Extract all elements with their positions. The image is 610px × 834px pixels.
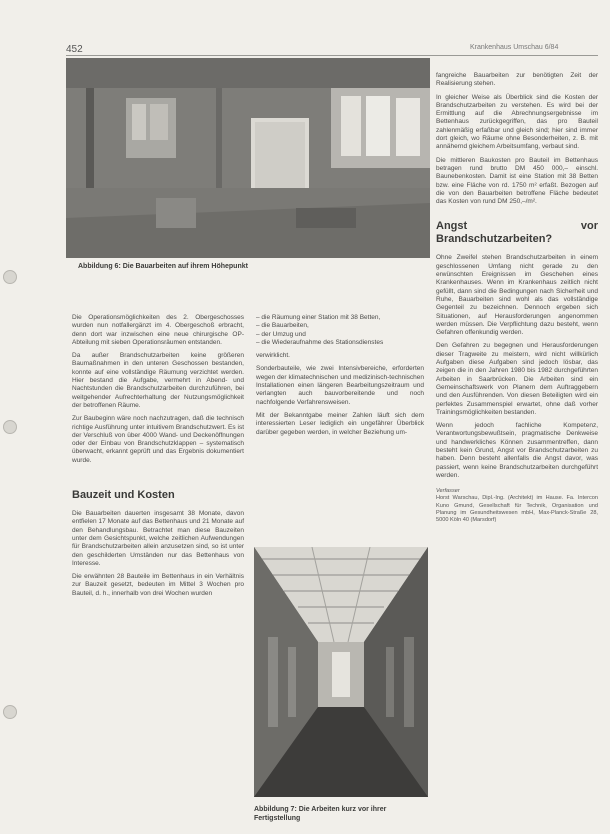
middle-paragraph: Mit der Bekanntgabe meiner Zahlen läuft sich dem interessierten Leser lediglich ein ungefährer Überblick darüber gegeben werden, in welcher Beziehung um- [256, 411, 424, 436]
author-note [436, 488, 598, 524]
punch-hole-bottom [3, 705, 17, 719]
bullet-tail: verwirklicht. [256, 352, 290, 360]
bullet-item: – die Bauarbeiten, [256, 322, 309, 330]
bullet-item: – der Umzug und [256, 330, 306, 338]
header-rule [66, 55, 598, 56]
running-title: Krankenhaus Umschau 6/84 [470, 44, 559, 51]
left-paragraph: Zur Baubeginn wäre noch nachzutragen, daß die technisch richtige Ausführung unter intuitivem Brandschutzwert. Es ist der Verschluß von über 4000 Wand- und Deckenöffnungen oder der Einbau von Brandschutzklappen – systematisch überwacht, erkannt geprüft und das Ergebnis dokumentiert wurde. [72, 415, 244, 464]
left-column [72, 314, 244, 603]
right-column [436, 72, 598, 524]
punch-hole-top [3, 270, 17, 284]
right-paragraph: In gleicher Weise als Überblick sind die Kosten der Brandschutzarbeiten zu verstehen. Es wird bei der Ermittlung auf die Abrechnungsergebnisse im Bettenhaus zurückgegriffen, das pro Bauteil zahlenmäßig erfaßbar und gleich sind; hier sind immer dort gleich, wo Räume ohne Besonderheiten, z. B. mit annähernd gleichem Arbeitsumfang, verbaut sind. [436, 93, 598, 151]
section-heading-angst: Angst vor Brandschutzarbeiten? [436, 220, 598, 246]
left-paragraph: Da außer Brandschutzarbeiten keine größeren Baumaßnahmen in den unteren Geschossen bestanden, konnte auf eine vollständige Räumung verzichtet werden. Hier bestand die Aufgabe, vermehrt in Abend- und Nachtstunden die Brandschutzarbeiten durchzuführen, bei weitgehender Aufrechterhaltung der Nutzungsmöglichkeit der betroffenen Räume. [72, 352, 244, 409]
figure6-caption: Abbildung 6: Die Bauarbeiten auf ihrem Höhepunkt [78, 263, 248, 270]
author-note-heading: Verfasser [436, 488, 460, 495]
punch-hole-middle [3, 420, 17, 434]
right-paragraph: fangreiche Bauarbeiten zur benötigten Zeit der Realisierung stehen. [436, 72, 598, 88]
middle-paragraph: Sonderbauteile, wie zwei Intensivbereiche, erforderten wegen der klimatechnischen und medizinisch-technischen Installationen einen längeren Bearbeitungszeitraum und verlangten auch bauvorbereitende und noch nachfolgende Verfahrensweisen. [256, 365, 424, 406]
author-note-text: Horst Warschau, Dipl.-Ing. (Architekt) im Hause. Fa. Intercon Kuno Gmund, Gesellschaft für Technik, Organisation und Planung im Gesundheitswesen mbH, Max-Planck-Straße 28, 5000 Köln 40 (Marsdorf) [436, 495, 598, 523]
right-paragraph: Wenn jedoch fachliche Kompetenz, Verantwortungsbewußtsein, pragmatische Denkweise und handwerkliches Können zusammentreffen, dann besteht kein Grund, Angst vor Brandschutzarbeiten zu haben. Denn besteht allenfalls die Angst davor, was passiert, wenn keine Brandschutzarbeiten durchgeführt werden. [436, 422, 598, 479]
left-paragraph: Die Operationsmöglichkeiten des 2. Obergeschosses wurden nun notfallergänzt im 4. Obergeschoß erbracht, denn dort war inzwischen eine neue chirurgische OP-Abteilung mit sieben Operationsräumen entstanden. [72, 314, 244, 346]
section-heading-bauzeit: Bauzeit und Kosten [72, 489, 175, 502]
right-paragraph: Ohne Zweifel stehen Brandschutzarbeiten in einem geschlossenen Umfang nicht gerade zu den erwünschten Ereignissen im Geschehen eines Krankenhauses. Wenn im Krankenhaus zeitlich nicht gefüllt, dann sind die Bedingungen nach Sicherheit und Ruhe, Bauarbeiten sind wohl als das vollständige Gegenteil zu bezeichnen. Dennoch ergeben sich Situationen, auf Herausforderungen angenommen werden müssen. Die Verpflichtung dazu besteht, wenn Gefahren offenkundig werden. [436, 254, 598, 337]
figure6-photo [66, 58, 430, 258]
figure7-photo [254, 547, 428, 797]
figure7-caption: Abbildung 7: Die Arbeiten kurz vor ihrer Fertigstellung [254, 806, 387, 822]
right-paragraph: Den Gefahren zu begegnen und Herausforderungen dieser Tragweite zu meistern, wird nicht willkürlich Aufgaben diese Aufgaben sind jedoch lösbar, das zeigen die in den Jahren 1980 bis 1982 durchgeführten Arbeiten in Saarbrücken. Die Arbeiten sind ein Gemeinschaftswerk von Planern dem Auftraggebern und den Ausführenden. Von diesen Beteiligten wird ein perfektes Zusammenspiel erwartet, ohne daß vorher Trainingsmöglichkeiten bestanden. [436, 342, 598, 416]
bullet-list [256, 314, 424, 347]
left-paragraph: Die erwähnten 28 Bauteile im Bettenhaus in ein Verhältnis zur Bauzeit gesetzt, bedeuten im Mittel 3 Wochen pro Bauteil, d. h., innerhalb von drei Wochen wurden [72, 573, 244, 597]
bullet-item: – die Wiederaufnahme des Stationsdienstes [256, 338, 384, 346]
middle-column [256, 314, 424, 442]
left-paragraph: Die Bauarbeiten dauerten insgesamt 38 Monate, davon entfielen 17 Monate auf das Bettenhaus und 21 Monate auf den Behandlungsbau. Betrachtet man diese Bauzeiten unter dem Gesichtspunkt, welche zeitlichen Aufwendungen für Brandschutzarbeiten allein anzusetzen sind, so ist unter den geschilderten Umständen nur das Bettenhaus von Interesse. [72, 510, 244, 567]
bullet-item: – die Räumung einer Station mit 38 Betten, [256, 314, 381, 321]
page-number: 452 [66, 44, 83, 55]
right-paragraph: Die mittleren Baukosten pro Bauteil im Bettenhaus betragen rund brutto DM 450 000,– einschl. Baunebenkosten. Damit ist eine Station mit 38 Betten bzw. eine Fläche von rd. 1750 m² erfaßt. Bezogen auf die von den Bauarbeiten betroffene Fläche bedeutet das Kosten von rund DM 250,–/m². [436, 156, 598, 206]
